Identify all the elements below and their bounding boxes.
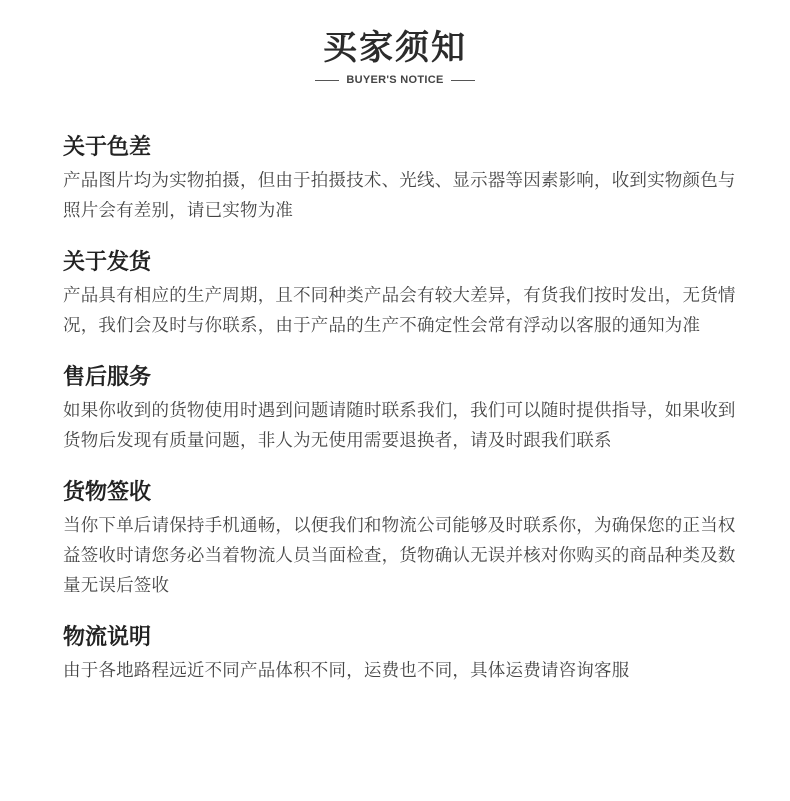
section-title: 货物签收 bbox=[63, 480, 152, 505]
section-title: 售后服务 bbox=[63, 365, 152, 390]
subtitle-row bbox=[0, 72, 790, 88]
section-body: 当你下单后请保持手机通畅，以便我们和物流公司能够及时联系你，为确保您的正当权益签收时请您务必当着物流人员当面检查，货物确认无误并核对你购买的商品种类及数量无误后签收 bbox=[63, 516, 736, 596]
section-body: 产品图片均为实物拍摄，但由于拍摄技术、光线、显示器等因素影响，收到实物颜色与照片会有差别，请已实物为准 bbox=[63, 171, 736, 221]
notice-sections bbox=[63, 130, 743, 705]
section-shipping bbox=[63, 245, 743, 341]
section-receipt bbox=[63, 475, 743, 601]
notice-header bbox=[0, 26, 790, 88]
section-color-difference bbox=[63, 130, 743, 226]
section-body: 产品具有相应的生产周期，且不同种类产品会有较大差异，有货我们按时发出，无货情况，我们会及时与你联系，由于产品的生产不确定性会常有浮动以客服的通知为准 bbox=[63, 286, 736, 336]
page-title: 买家须知 bbox=[323, 28, 467, 68]
subtitle-divider-left bbox=[315, 80, 339, 81]
section-body: 由于各地路程远近不同产品体积不同，运费也不同，具体运费请咨询客服 bbox=[63, 661, 630, 681]
section-after-sales bbox=[63, 360, 743, 456]
section-logistics bbox=[63, 620, 743, 686]
section-title: 物流说明 bbox=[63, 625, 152, 650]
section-body: 如果你收到的货物使用时遇到问题请随时联系我们，我们可以随时提供指导，如果收到货物后发现有质量问题，非人为无使用需要退换者，请及时跟我们联系 bbox=[63, 401, 736, 451]
page-subtitle: BUYER'S NOTICE bbox=[346, 74, 444, 86]
section-title: 关于发货 bbox=[63, 250, 152, 275]
section-title: 关于色差 bbox=[63, 135, 152, 160]
subtitle-divider-right bbox=[451, 80, 475, 81]
